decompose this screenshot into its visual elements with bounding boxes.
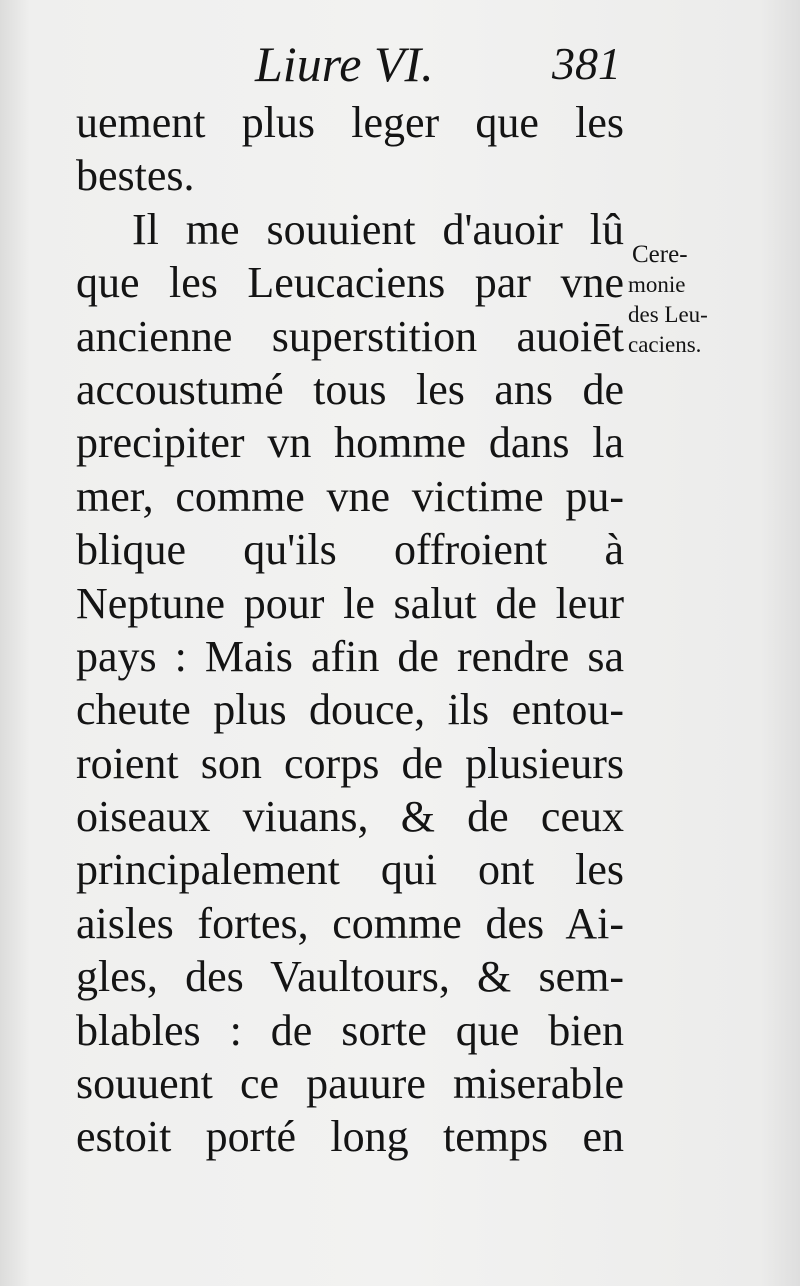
text-line: Il me souuient d'auoir lû: [132, 204, 624, 254]
text-line: blique qu'ils offroient à: [76, 525, 624, 575]
text-line: gles, des Vaultours, & sem-: [76, 952, 624, 1002]
margin-note-line: des Leu-: [628, 302, 708, 327]
body-text: [76, 96, 624, 1164]
margin-note-line: caciens.: [628, 332, 702, 357]
text-line: roient son corps de plusieurs: [76, 738, 624, 788]
text-line: Neptune pour le salut de leur: [76, 578, 624, 628]
text-line: precipiter vn homme dans la: [76, 418, 624, 468]
page-number: 381: [552, 38, 621, 89]
text-line: ancienne superstition auoiēt: [76, 311, 624, 361]
text-line: souuent ce pauure miserable: [76, 1059, 624, 1109]
text-line: mer, comme vne victime pu-: [76, 471, 624, 521]
text-line: oiseaux viuans, & de ceux: [76, 792, 624, 842]
running-head: [0, 34, 800, 94]
margin-note-line: Cere-: [632, 241, 688, 268]
text-line: cheute plus douce, ils entou-: [76, 685, 624, 735]
margin-note: [628, 240, 738, 360]
text-line: accoustumé tous les ans de: [76, 364, 624, 414]
margin-note-line: monie: [628, 272, 686, 297]
text-line: bestes.: [76, 151, 195, 201]
text-line: principalement qui ont les: [76, 845, 624, 895]
text-line: pays : Mais afin de rendre sa: [76, 631, 624, 681]
text-line: uement plus leger que les: [76, 98, 624, 147]
text-line: estoit porté long temps en: [76, 1112, 624, 1162]
running-head-title: Liure VI.: [255, 36, 434, 92]
text-line: que les Leucaciens par vne: [76, 258, 624, 308]
text-line: blables : de sorte que bien: [76, 1005, 624, 1055]
text-line: aisles fortes, comme des Ai-: [76, 898, 624, 948]
